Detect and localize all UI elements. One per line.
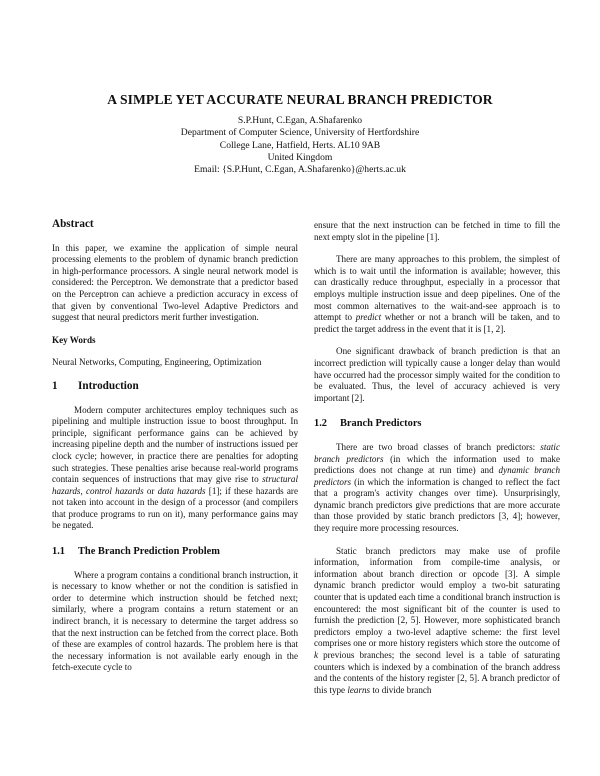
section-1-2-heading-text: Branch Predictors (340, 418, 422, 430)
abstract-heading: Abstract (52, 218, 94, 230)
intro-heading-text: Introduction (78, 379, 139, 392)
intro-paragraph: Modern computer architectures employ techniques such as pipelining and multiple instruction issue to boost throughput. In principle, significant performance gains can be achieved by increasing pipeline depth and the number of instructions issued per clock cycle; however, in practice there are penalties for adopting such strategies. These penalties arise because real-world programs contain sequences of instructions that may give rise to structural hazards, control hazards or data hazards [1]; if these hazards are not taken into account in the design of a processor (and compilers that produce programs to run on it), many performance gains may be negated. (52, 404, 298, 531)
section-1-1-number: 1.1 (52, 546, 65, 558)
keywords-text: Neural Networks, Computing, Engineering, Optimization (52, 357, 262, 368)
section-1-2-number: 1.2 (314, 418, 327, 430)
intro-number: 1 (52, 379, 58, 392)
author-address: College Lane, Hatfield, Herts. AL10 9AB (219, 139, 381, 151)
author-country: United Kingdom (267, 151, 333, 163)
right-column (314, 220, 560, 696)
author-department: Department of Computer Science, University of Hertfordshire (180, 127, 420, 139)
paper-title: A SIMPLE YET ACCURATE NEURAL BRANCH PREDICTOR (107, 92, 493, 107)
author-email: Email: {S.P.Hunt, C.Egan, A.Shafarenko}@herts.ac.uk (194, 164, 406, 176)
section-1-1-paragraph-3: One significant drawback of branch prediction is that an incorrect prediction will typically cause a longer delay than would have occurred had the processor simply waited for the condition to be evaluated. Thus, the level of accuracy achieved is very important [2]. (314, 346, 560, 403)
author-block (0, 115, 600, 176)
section-1-1-heading (52, 546, 298, 558)
section-1-2-paragraph-1: There are two broad classes of branch predictors: static branch predictors (in which the information used to make predictions does not change at run time) and dynamic branch predictors (in which the information is changed to reflect the fact that a program's activity changes over time). Unsurprisingly, dynamic branch predictors give predictions that are more accurate than those provided by static branch predictors [3, 4]; however, they require more processing resources. (314, 441, 561, 534)
author-names: S.P.Hunt, C.Egan, A.Shafarenko (237, 115, 363, 126)
section-1-2-paragraph-2: Static branch predictors may make use of profile information, information from compile-time analysis, or information about branch direction or opcode [3]. A simple dynamic branch predictor would employ a two-bit saturating counter that is updated each time a conditional branch instruction is encountered: the most significant bit of the counter is used to furnish the prediction [2, 5]. However, more sophisticated branch predictors employ a two-level adaptive scheme: the first level comprises one or more history registers which store the outcome of k previous branches; the second level is a table of saturating counters which is indexed by a combination of the branch address and the contents of the history register [2, 5]. A branch predictor of this type learns to divide branch (314, 545, 560, 695)
section-1-1-heading-text: The Branch Prediction Problem (78, 546, 220, 558)
keywords-heading: Key Words (52, 334, 96, 345)
section-1-2-heading (314, 418, 560, 430)
section-1-1-paragraph-1: Where a program contains a conditional branch instruction, it is necessary to know whether or not the condition is satisfied in order to determine which instruction should be fetched next; similarly, where a program contains a return statement or an indirect branch, it is necessary to determine the target address so that the next instruction can be fetched from the correct place. Both of these are examples of control hazards. The problem here is that the necessary information is not available early enough in the fetch-execute cycle to (52, 569, 298, 673)
left-column (52, 219, 298, 674)
intro-heading (52, 381, 298, 393)
abstract-text: In this paper, we examine the application of simple neural processing elements to the problem of dynamic branch prediction in high-performance processors. A single neural network model is considered: the Perceptron. We demonstrate that a predictor based on the Perceptron can achieve a prediction accuracy in excess of that given by conventional Two-level Adaptive Predictors and suggest that neural predictors merit further investigation. (52, 242, 298, 323)
section-1-1-paragraph-1-continued: ensure that the next instruction can be fetched in time to fill the next empty slot in the pipeline [1]. (314, 220, 560, 242)
section-1-1-paragraph-2: There are many approaches to this problem, the simplest of which is to wait until the information is available; however, this can drastically reduce throughput, especially in a processor that employs multiple instruction issue and deep pipelines. One of the most common alternatives to the wait-and-see approach is to attempt to predict whether or not a branch will be taken, and to predict the target address in the event that it is [1, 2]. (314, 254, 560, 334)
